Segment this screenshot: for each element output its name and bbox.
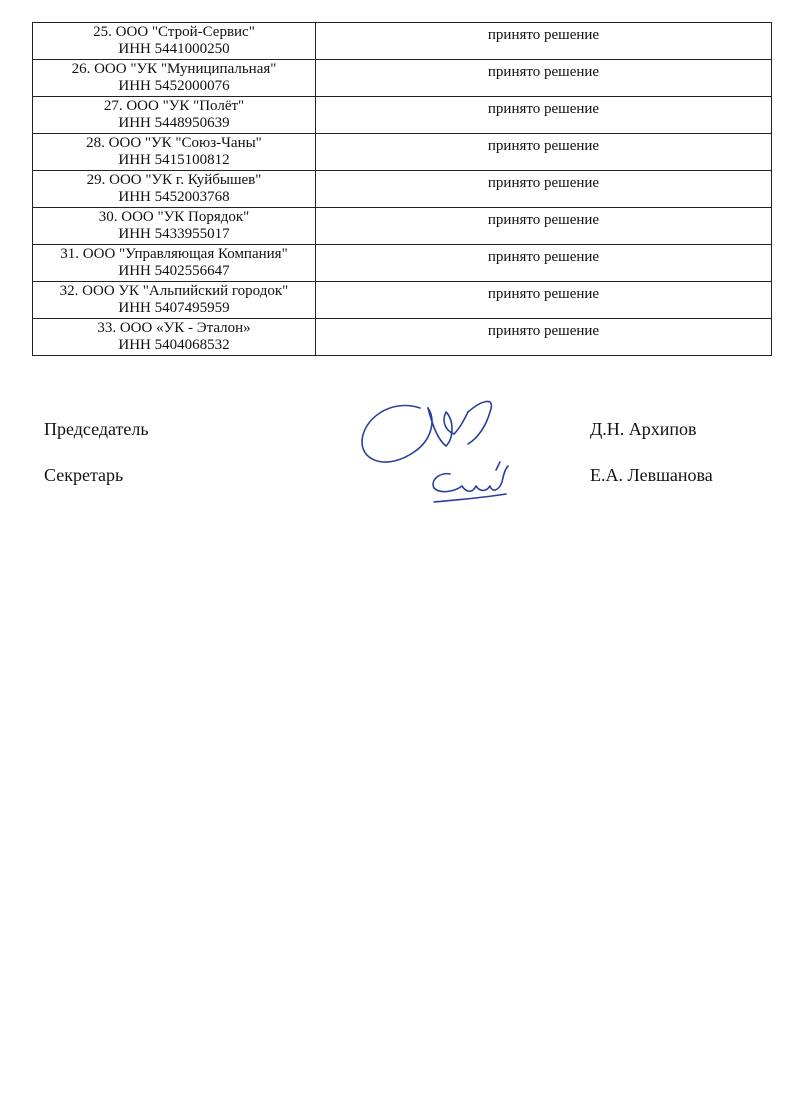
decision-cell [316, 282, 772, 319]
organization-cell [33, 171, 316, 208]
results-table [32, 22, 772, 356]
table-row [33, 245, 772, 282]
decision-status: принято решение [487, 174, 600, 191]
results-table-body [33, 23, 772, 356]
decision-cell [316, 97, 772, 134]
decision-status: принято решение [487, 100, 600, 117]
organization-name: 32. ООО УК "Альпийский городок" [59, 283, 289, 299]
table-row [33, 97, 772, 134]
organization-cell [33, 245, 316, 282]
chairman-name: Д.Н. Архипов [590, 419, 697, 439]
table-row [33, 208, 772, 245]
table-row [33, 134, 772, 171]
organization-name: 27. ООО "УК "Полёт" [103, 98, 245, 114]
decision-cell [316, 208, 772, 245]
decision-status: принято решение [487, 285, 600, 302]
decision-status: принято решение [487, 322, 600, 339]
decision-status: принято решение [487, 211, 600, 228]
organization-cell [33, 208, 316, 245]
organization-name: 25. ООО "Строй-Сервис" [93, 24, 255, 40]
organization-inn: ИНН 5448950639 [118, 115, 230, 131]
organization-cell [33, 23, 316, 60]
secretary-role: Секретарь [44, 465, 124, 485]
decision-cell [316, 319, 772, 356]
decision-status: принято решение [487, 137, 600, 154]
organization-inn: ИНН 5452000076 [118, 78, 230, 94]
organization-inn: ИНН 5415100812 [118, 152, 230, 168]
decision-status: принято решение [487, 63, 600, 80]
decision-status: принято решение [487, 26, 600, 43]
organization-inn: ИНН 5402556647 [118, 263, 230, 279]
organization-inn: ИНН 5407495959 [118, 300, 230, 316]
chairman-signature-tail [468, 401, 491, 444]
decision-cell [316, 245, 772, 282]
chairman-role: Председатель [44, 419, 149, 439]
organization-name: 30. ООО "УК Порядок" [98, 209, 250, 225]
secretary-signature-dash [496, 462, 500, 470]
decision-cell [316, 60, 772, 97]
handwritten-signatures [350, 390, 550, 515]
decision-cell [316, 23, 772, 60]
organization-cell [33, 60, 316, 97]
table-row [33, 23, 772, 60]
table-row [33, 171, 772, 208]
secretary-name: Е.А. Левшанова [590, 465, 713, 485]
organization-cell [33, 282, 316, 319]
secretary-signature-flourish [434, 494, 506, 502]
table-row [33, 60, 772, 97]
organization-cell [33, 97, 316, 134]
chairman-signature-stroke [428, 408, 468, 446]
chairman-signature [362, 406, 432, 463]
organization-cell [33, 319, 316, 356]
organization-cell [33, 134, 316, 171]
organization-inn: ИНН 5433955017 [118, 226, 230, 242]
organization-inn: ИНН 5441000250 [118, 41, 230, 57]
organization-name: 33. ООО «УК - Эталон» [97, 320, 251, 336]
table-row [33, 319, 772, 356]
table-row [33, 282, 772, 319]
decision-status: принято решение [487, 248, 600, 265]
decision-cell [316, 134, 772, 171]
organization-name: 28. ООО "УК "Союз-Чаны" [86, 135, 262, 151]
decision-cell [316, 171, 772, 208]
organization-inn: ИНН 5404068532 [118, 337, 230, 353]
organization-name: 29. ООО "УК г. Куйбышев" [86, 172, 262, 188]
organization-name: 31. ООО "Управляющая Компания" [60, 246, 288, 262]
organization-name: 26. ООО "УК "Муниципальная" [71, 61, 277, 77]
organization-inn: ИНН 5452003768 [118, 189, 230, 205]
